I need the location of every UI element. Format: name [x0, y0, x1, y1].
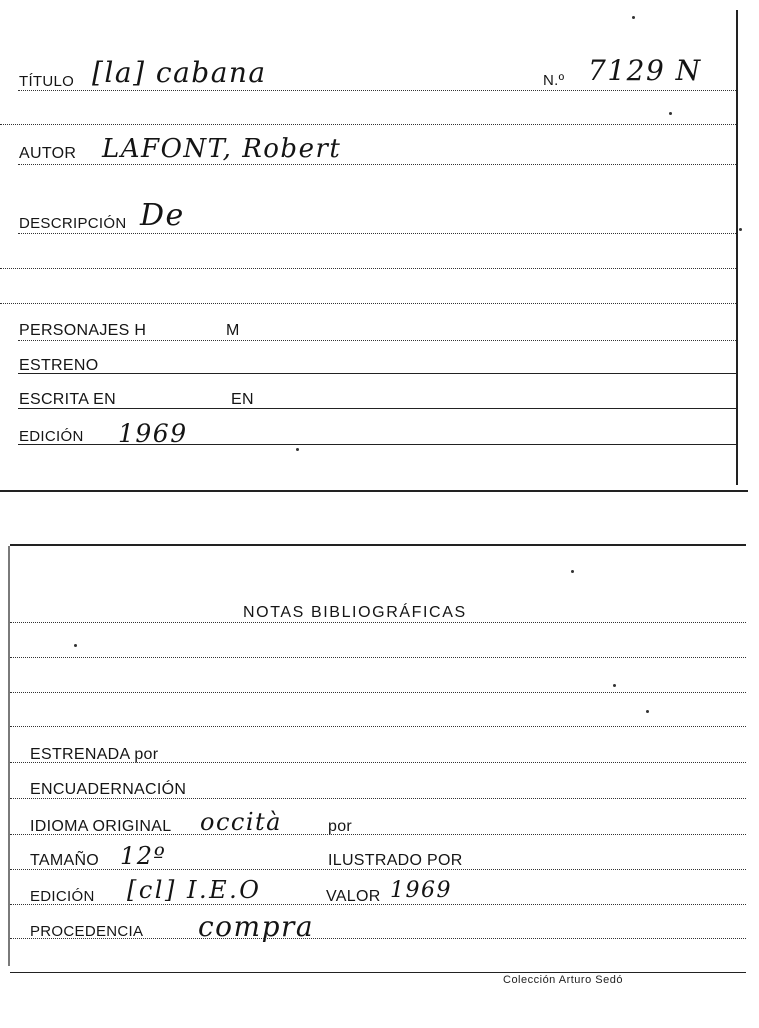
estreno-label: ESTRENO — [19, 357, 99, 374]
descripcion-value: De — [140, 198, 185, 233]
tamano-value: 12º — [120, 842, 167, 870]
escrita-label: ESCRITA EN — [19, 391, 116, 408]
bottom-rule — [10, 972, 746, 973]
idioma-rule — [10, 834, 746, 835]
notas-rule-2 — [10, 657, 746, 658]
collection-stamp: Colección Arturo Sedó — [503, 974, 623, 986]
paper-speck — [571, 570, 574, 573]
notas-rule — [10, 622, 746, 623]
edicion-value: [cl] I.E.O — [127, 876, 262, 904]
personajes-rule — [18, 340, 736, 341]
idioma-label: IDIOMA ORIGINAL — [30, 818, 172, 835]
edicion-value: 1969 — [118, 419, 188, 448]
titulo-value: [la] cabana — [92, 56, 267, 89]
paper-speck — [613, 684, 616, 687]
tamano-label: TAMAÑO — [30, 852, 100, 869]
estrenada-label: ESTRENADA por — [30, 746, 159, 763]
numero-value: 7129 N — [588, 54, 702, 87]
idioma-por-label: por — [328, 818, 353, 835]
descripcion-rule-3 — [0, 303, 736, 304]
card-top-edge — [10, 544, 746, 546]
numero-label: N.º — [543, 72, 565, 89]
autor-rule — [18, 164, 736, 165]
personajes-m-label: M — [226, 322, 240, 339]
titulo-rule — [18, 90, 736, 91]
paper-speck — [296, 448, 299, 451]
autor-label: AUTOR — [19, 145, 77, 162]
descripcion-rule-2 — [0, 268, 736, 269]
blank-rule — [0, 124, 736, 125]
procedencia-label: PROCEDENCIA — [30, 923, 144, 940]
procedencia-rule — [10, 938, 746, 939]
procedencia-value: compra — [198, 910, 315, 943]
descripcion-rule — [18, 233, 736, 234]
card-bottom-edge — [0, 490, 748, 492]
paper-speck — [669, 112, 672, 115]
paper-speck — [74, 644, 77, 647]
ilustrado-label: ILUSTRADO POR — [328, 852, 463, 869]
estrenada-rule — [10, 762, 746, 763]
idioma-value: occità — [200, 808, 282, 836]
estreno-rule — [18, 373, 736, 374]
descripcion-label: DESCRIPCIÓN — [19, 215, 127, 232]
notas-rule-3 — [10, 692, 746, 693]
catalog-card-back — [0, 536, 759, 1028]
notas-heading: NOTAS BIBLIOGRÁFICAS — [243, 604, 467, 621]
catalog-card-front — [0, 0, 759, 495]
encuadernacion-label: ENCUADERNACIÓN — [30, 781, 187, 798]
edicion-rule — [18, 444, 736, 445]
personajes-label: PERSONAJES H — [19, 322, 147, 339]
edicion-label: EDICIÓN — [19, 428, 84, 445]
tamano-rule — [10, 869, 746, 870]
titulo-label: TÍTULO — [19, 73, 75, 90]
encuadernacion-rule — [10, 798, 746, 799]
paper-speck — [646, 710, 649, 713]
escrita-rule — [18, 408, 736, 409]
autor-value: LAFONT, Robert — [102, 134, 342, 164]
card-left-edge — [8, 546, 10, 966]
escrita-en-label: EN — [231, 391, 254, 408]
paper-speck — [632, 16, 635, 19]
edicion-rule — [10, 904, 746, 905]
notas-rule-4 — [10, 726, 746, 727]
valor-label: VALOR — [326, 888, 381, 905]
valor-value: 1969 — [390, 878, 452, 903]
paper-speck — [739, 228, 742, 231]
edicion-label: EDICIÓN — [30, 888, 95, 905]
card-right-edge — [736, 10, 738, 485]
